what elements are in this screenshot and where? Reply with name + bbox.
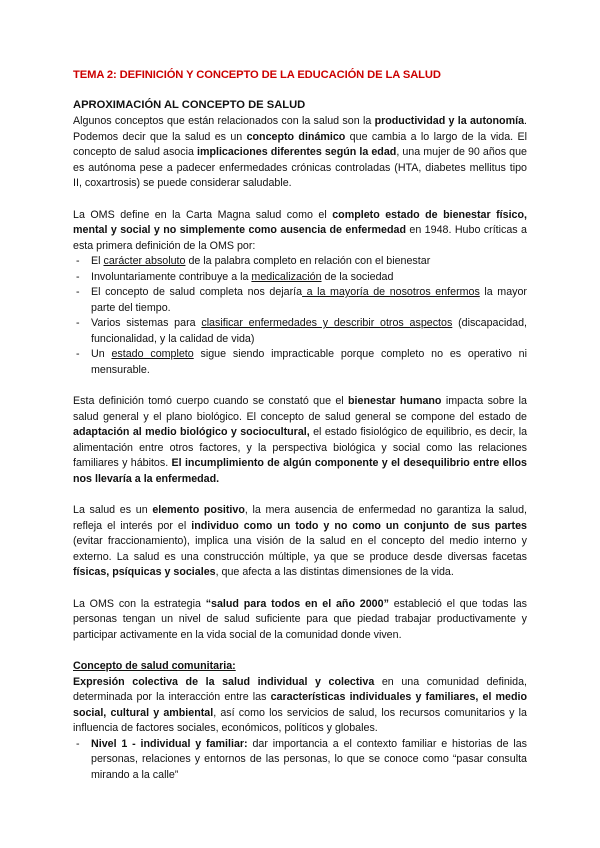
text-span: de la palabra completo en relación con el bienestar — [185, 255, 431, 267]
text-span: La OMS con la estrategia — [73, 597, 206, 610]
list-item — [73, 254, 527, 270]
underlined-text: carácter absoluto — [103, 255, 186, 267]
dash-marker: - — [76, 255, 80, 267]
underlined-text: estado completo — [111, 348, 194, 360]
bold-text: físicas, psíquicas y sociales — [73, 566, 216, 578]
list-item — [73, 347, 527, 378]
text-span: Involuntariamente contribuye a la — [91, 270, 252, 283]
bold-text: implicaciones diferentes según la edad — [196, 146, 397, 158]
bold-text: El incumplimiento de algún componente y el desequilibrio entre ellos nos llevaría a la enfermedad. — [73, 457, 528, 485]
paragraph-salud-2000 — [73, 597, 527, 644]
text-span: en 1948. Hubo críticas a esta primera definición de la OMS por: — [73, 224, 527, 252]
text-span: Algunos conceptos que están relacionados con la salud son la — [73, 115, 375, 127]
dash-marker: - — [76, 286, 80, 298]
bold-text: “salud para todos en el año 2000” — [205, 597, 389, 610]
text-span: Esta definición tomó cuerpo cuando se constató que el — [73, 395, 349, 407]
bold-text: productividad y la autonomía — [374, 115, 525, 127]
text-span: , una mujer de 90 años que es autónoma pese a padecer enfermedades crónicas controladas (HTA, diabetes mellitus tipo II, coxartrosis) se puede considerar saludable. — [73, 146, 527, 189]
text-span: Un — [91, 348, 112, 360]
text-span: la mayor parte del tiempo. — [91, 286, 527, 314]
paragraph-comunitaria — [73, 675, 527, 737]
bold-text: elemento positivo — [152, 504, 245, 516]
list-item — [73, 316, 527, 347]
list-item — [73, 737, 527, 784]
text-span: El concepto de salud completa nos dejaría — [91, 286, 303, 298]
underlined-text: a la mayoría de nosotros enfermos — [302, 286, 480, 298]
bold-text: concepto dinámico — [246, 130, 346, 143]
dash-marker: - — [76, 270, 80, 283]
paragraph-oms-definition — [73, 208, 527, 255]
list-item — [73, 270, 527, 286]
text-span: de la sociedad — [321, 270, 394, 283]
bold-text: individuo como un todo y no como un conjunto de sus partes — [191, 519, 527, 532]
document-title: TEMA 2: DEFINICIÓN Y CONCEPTO DE LA EDUCACIÓN DE LA SALUD — [73, 69, 441, 81]
text-span: , que afecta a las distintas dimensiones de la vida. — [215, 566, 454, 578]
text-span: La OMS define en la Carta Magna salud como el — [73, 208, 333, 221]
bold-text: Expresión colectiva de la salud individual y colectiva — [73, 675, 375, 688]
criticism-list — [73, 254, 527, 378]
section-heading-comunitaria: Concepto de salud comunitaria: — [73, 660, 236, 672]
text-span: impacta sobre la salud general y el plano biológico. El concepto de salud general se compone del estado de — [73, 395, 527, 423]
text-span: el estado fisiológico de equilibrio, es decir, la alimentación entre otros factores, y la perspectiva biológica y social como las relaciones familiares y hábitos. — [73, 426, 528, 469]
paragraph-intro — [73, 114, 527, 192]
paragraph-bienestar — [73, 394, 527, 487]
text-span: estableció el que todas las personas tengan un nivel de salud suficiente para que piedad trabajar productivamente y participar activamente en la vida social de la comunidad donde viven. — [73, 597, 527, 641]
text-span: La salud es un — [73, 504, 153, 516]
underlined-text: medicalización — [251, 270, 322, 283]
text-span: que cambia a lo largo de la vida. El concepto de salud asocia — [73, 130, 527, 158]
bold-text: adaptación al medio biológico y sociocultural, — [73, 426, 310, 438]
text-span: dar importancia a el contexto familiar e historias de las personas, relaciones y entornos de las personas, lo que se conoce como “pasar consulta mirando a la calle” — [91, 737, 528, 781]
bold-text: Nivel 1 - individual y familiar: — [91, 737, 248, 750]
list-item — [73, 285, 527, 316]
text-span: , la mera ausencia de enfermedad no garantiza la salud, refleja el interés por el — [73, 504, 527, 532]
paragraph-elemento-positivo — [73, 503, 527, 581]
levels-list — [73, 737, 527, 784]
bold-text: completo estado de bienestar físico, mental y social y no simplemente como ausencia de enfermedad — [73, 208, 527, 236]
text-span: en una comunidad definida, determinada por la interacción entre las — [73, 675, 527, 703]
bold-text: características individuales y familiares, el medio social, cultural y ambiental — [73, 691, 527, 719]
text-span: sigue siendo impracticable porque completo no es operativo ni mensurable. — [91, 348, 527, 376]
text-span: . Podemos decir que la salud es un — [73, 115, 527, 143]
dash-marker: - — [76, 737, 80, 750]
section-heading-aproximacion: APROXIMACIÓN AL CONCEPTO DE SALUD — [73, 98, 306, 111]
dash-marker: - — [76, 317, 80, 329]
text-span: , así como los servicios de salud, los recursos comunitarios y la influencia de factores sociales, económicos, políticos y globales. — [73, 706, 527, 734]
underlined-text: clasificar enfermedades y describir otros aspectos — [201, 317, 453, 329]
text-span: (evitar fraccionamiento), implica una visión de la salud en el concepto del medio interno y externo. La salud es una construcción múltiple, ya que se produce desde diversas facetas — [73, 535, 527, 563]
text-span: Varios sistemas para — [91, 317, 202, 329]
text-span: (discapacidad, funcionalidad, y la calidad de vida) — [91, 317, 527, 345]
text-span: El — [91, 255, 104, 267]
bold-text: bienestar humano — [348, 395, 442, 407]
dash-marker: - — [76, 348, 80, 360]
